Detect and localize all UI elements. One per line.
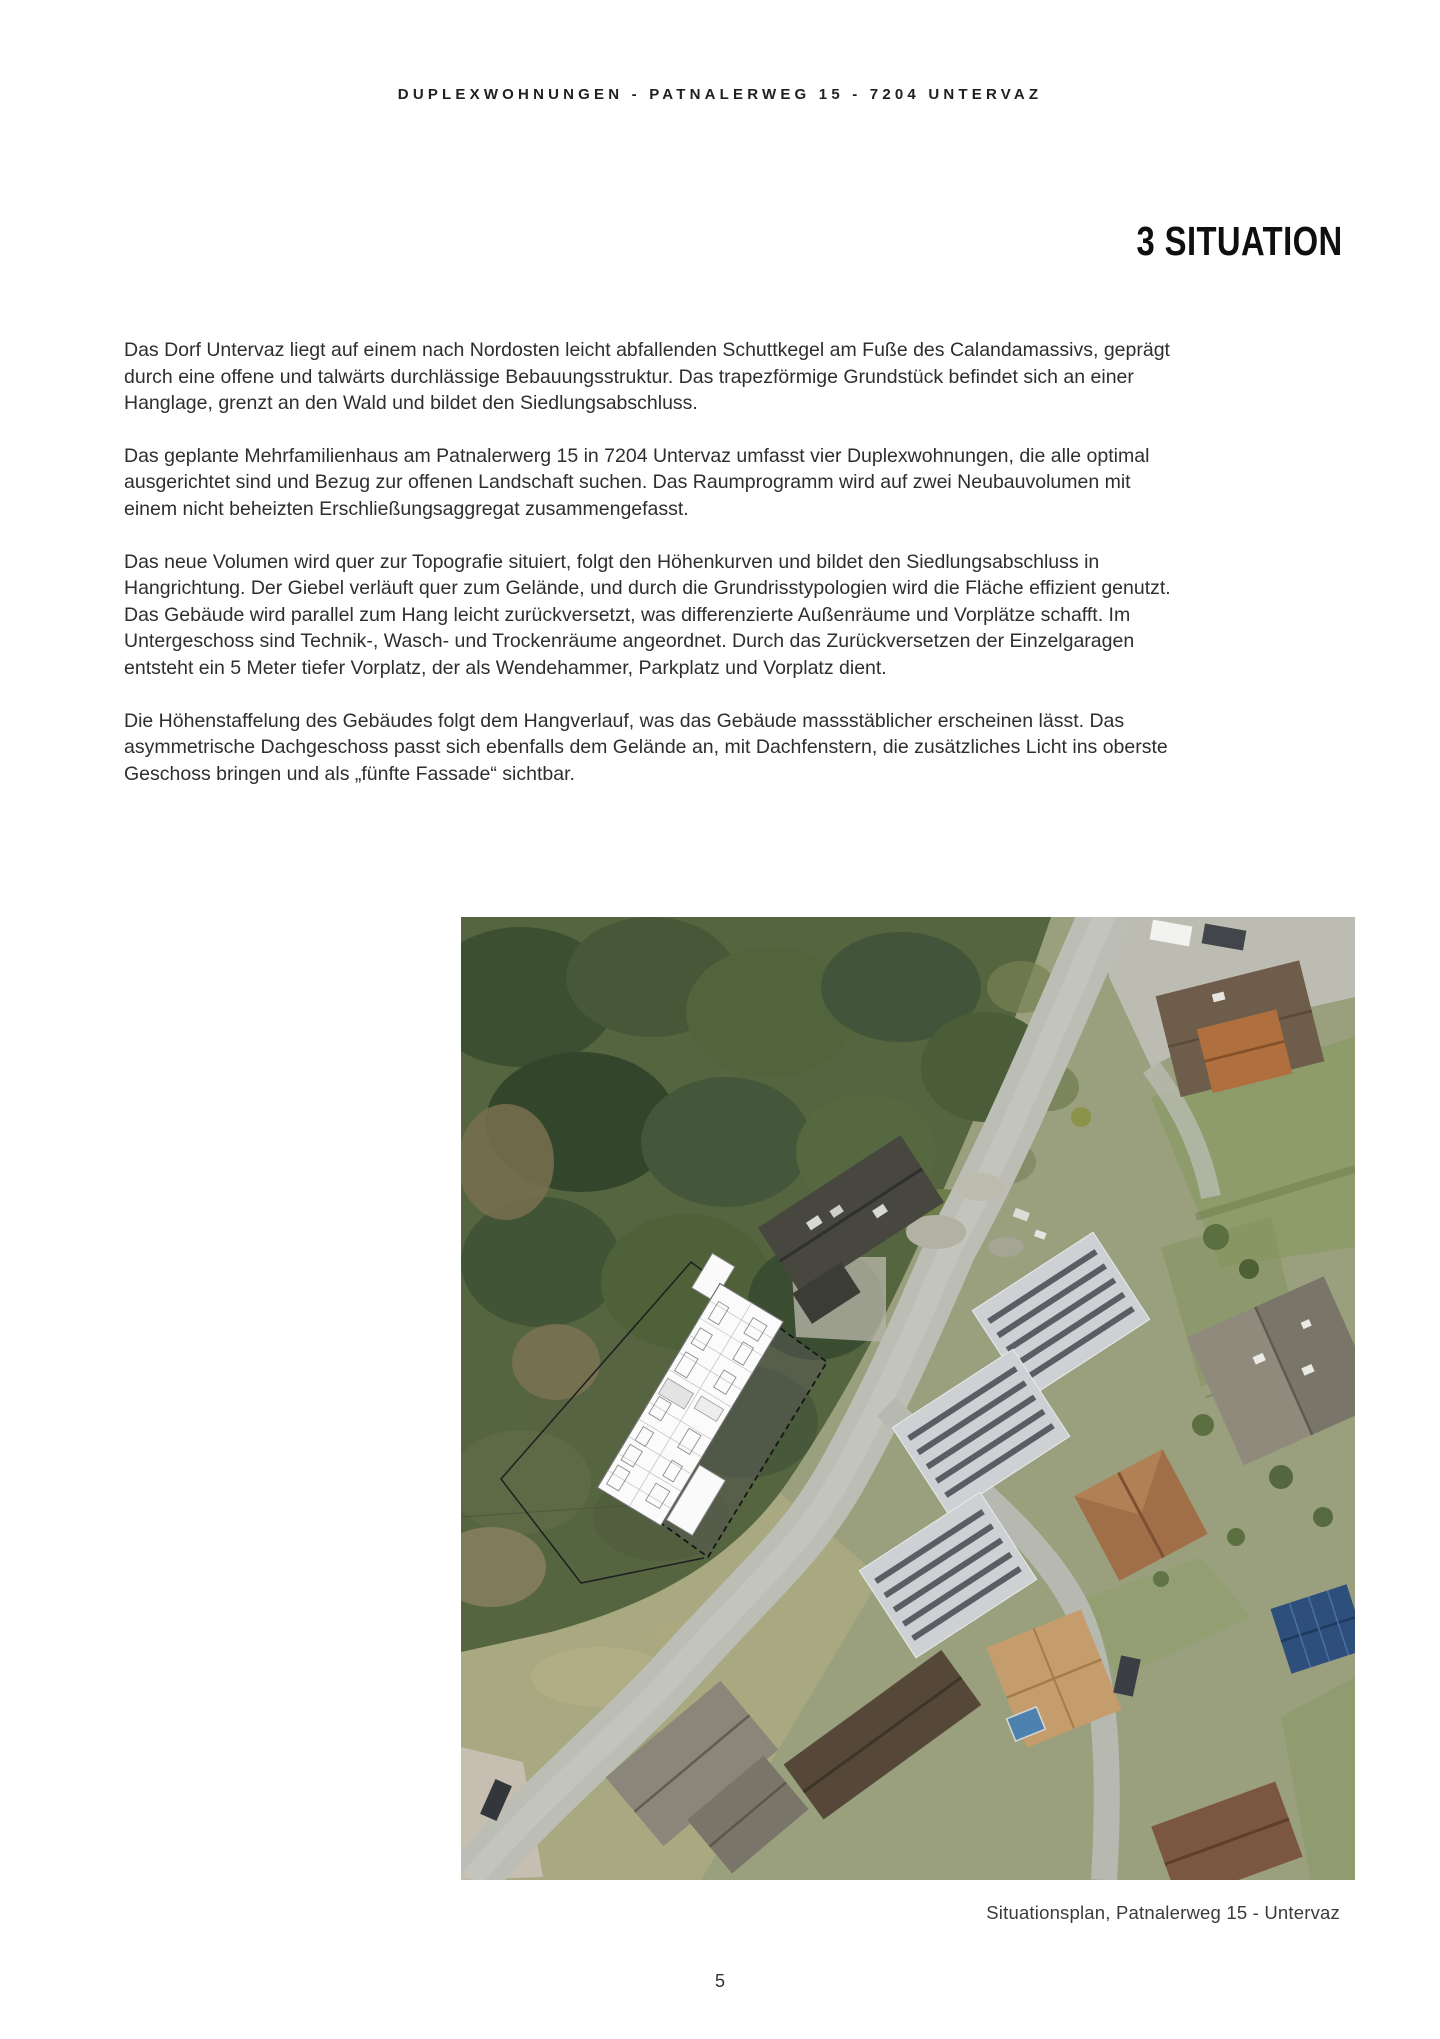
section-title: 3 SITUATION (1136, 218, 1343, 264)
paragraph-4: Die Höhenstaffelung des Gebäudes folgt dem Hangverlauf, was das Gebäude massstäblicher erscheinen lässt. Das asymmetrische Dachgeschoss passt sich ebenfalls dem Gelände an, mit Dachfenstern, die zusätzliches Licht ins oberste Geschoss bringen und als „fünfte Fassade“ sichtbar. (124, 709, 1168, 785)
paragraph-3: Das neue Volumen wird quer zur Topografie situiert, folgt den Höhenkurven und bildet den Siedlungsabschluss in Hangrichtung. Der Giebel verläuft quer zum Gelände, und durch die Grundrisstypologien wird die Fläche effizient genutzt. Das Gebäude wird parallel zum Hang leicht zurückversetzt, was differenzierte Außenräume und Vorplätze schafft. Im Untergeschoss sind Technik-, Wasch- und Trockenräume angeordnet. Durch das Zurückversetzen der Einzelgaragen entsteht ein 5 Meter tiefer Vorplatz, der als Wendehammer, Parkplatz und Vorplatz dient. (124, 550, 1171, 679)
paragraph-2: Das geplante Mehrfamilienhaus am Patnalerwerg 15 in 7204 Untervaz umfasst vier Duplexwohnungen, die alle optimal ausgerichtet sind und Bezug zur offenen Landschaft suchen. Das Raumprogramm wird auf zwei Neubauvolumen mit einem nicht beheizten Erschließungsaggregat zusammengefasst. (124, 444, 1150, 520)
page-number: 5 (714, 1971, 725, 1991)
situation-plan-figure (461, 917, 1355, 1880)
figure-caption: Situationsplan, Patnalerweg 15 - Untervaz (986, 1902, 1340, 1923)
body-text (124, 337, 1185, 813)
paragraph-1: Das Dorf Untervaz liegt auf einem nach Nordosten leicht abfallenden Schuttkegel am Fuße des Calandamassivs, geprägt durch eine offene und talwärts durchlässige Bebauungsstruktur. Das trapezförmige Grundstück befindet sich an einer Hanglage, grenzt an den Wald und bildet den Siedlungsabschluss. (124, 339, 1170, 415)
document-header: DUPLEXWOHNUNGEN - PATNALERWEG 15 - 7204 UNTERVAZ (397, 86, 1043, 103)
aerial-photo (461, 917, 1355, 1880)
